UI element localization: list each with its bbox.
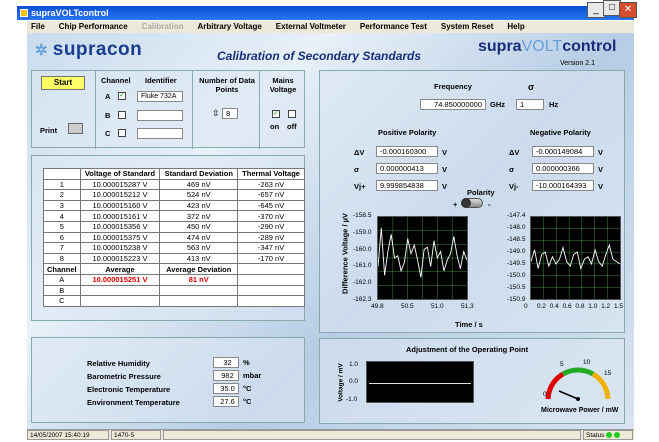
plot-y-label: Difference Voltage / µV — [340, 213, 350, 294]
operating-point-title: Adjustment of the Operating Point — [406, 345, 529, 354]
channel-b-label: B — [105, 111, 111, 120]
status-led-icon — [614, 432, 620, 438]
x-tick-label: 0.6 — [562, 303, 572, 310]
frequency-label: Frequency — [434, 82, 472, 91]
polarity-label: Polarity — [467, 188, 495, 197]
average-row: A 10.000015251 V 81 nV — [44, 274, 305, 285]
polarity-toggle[interactable] — [461, 198, 483, 208]
channel-label: Channel — [101, 76, 131, 85]
x-tick-label: 0.8 — [575, 303, 585, 310]
print-label[interactable]: Print — [40, 126, 58, 135]
channel-c-label: C — [105, 129, 111, 138]
mains-on-label: on — [270, 122, 280, 131]
table-header: Voltage of Standard — [80, 169, 160, 180]
page-heading: Calibration of Secondary Standards — [217, 49, 422, 63]
data-points-field[interactable]: 8 — [222, 108, 238, 119]
version-label: Version 2.1 — [560, 60, 596, 67]
electronic-temp-label: Electronic Temperature — [87, 385, 171, 394]
pos-dv-label: ΔV — [354, 148, 365, 157]
unit-label: V — [442, 165, 448, 174]
pos-dv-field: -0.000160300 — [376, 146, 438, 157]
menu-arbitrary-voltage[interactable]: Arbitrary Voltage — [197, 22, 262, 31]
polarity-minus-label: - — [488, 200, 491, 209]
y-tick-label: -160.0 — [353, 245, 372, 253]
frequency-sigma-label: σ — [528, 82, 535, 92]
unit-label: V — [442, 148, 448, 157]
menu-calibration[interactable]: Calibration — [141, 22, 184, 31]
operating-point-plot — [366, 361, 474, 403]
positive-polarity-label: Positive Polarity — [378, 128, 437, 137]
measurement-panel — [319, 70, 625, 333]
identifier-label: Identifier — [145, 76, 177, 85]
operating-point-panel — [319, 338, 625, 424]
pos-sigma-label: σ — [354, 165, 360, 174]
neg-sigma-field: 0.000000366 — [532, 163, 594, 174]
x-tick-label: 51.0 — [431, 303, 444, 310]
app-icon — [20, 9, 28, 17]
y-tick-label: -147.4 — [507, 212, 526, 219]
x-tick-label: 0 — [524, 303, 528, 310]
results-table — [43, 168, 305, 307]
op-y-tick: -1.0 — [346, 396, 358, 403]
electronic-temp-value: 35.0 — [213, 383, 239, 394]
neg-dv-label: ΔV — [509, 148, 520, 157]
frequency-field: 74.850000000 — [420, 99, 486, 110]
unit-label: V — [598, 148, 604, 157]
identifier-a-field[interactable]: Fluke 732A — [137, 91, 183, 102]
x-tick-label: 0.4 — [549, 303, 559, 310]
mains-off-checkbox[interactable] — [288, 110, 296, 118]
frequency-sigma-unit: Hz — [549, 100, 559, 109]
unit-label: V — [598, 182, 604, 191]
average-header-row: Channel Average Average Deviation — [44, 264, 305, 275]
negative-polarity-label: Negative Polarity — [530, 128, 591, 137]
negative-plot — [530, 216, 621, 300]
table-row: 7 10.000015238 V 563 nV -347 nV — [44, 243, 305, 254]
menu-file[interactable]: File — [31, 22, 45, 31]
status-indicator — [583, 430, 633, 440]
environment-temp-value: 27.6 — [213, 396, 239, 407]
positive-plot — [377, 216, 468, 300]
environment-panel — [31, 337, 305, 423]
window-titlebar — [17, 6, 634, 20]
average-row: B — [44, 285, 305, 296]
environment-temp-unit: °C — [243, 397, 252, 406]
status-datetime: 14/05/2007 15:40:19 — [27, 430, 109, 440]
status-led-icon — [606, 432, 612, 438]
logo-star-icon: ✲ — [35, 42, 53, 59]
results-panel — [31, 155, 305, 321]
x-tick-label: 50.5 — [401, 303, 414, 310]
microwave-power-gauge — [538, 357, 618, 403]
table-row: 5 10.000015356 V 450 nV -290 nV — [44, 221, 305, 232]
status-message — [163, 430, 581, 440]
status-bar — [27, 429, 634, 440]
table-header — [44, 169, 81, 180]
gauge-tick: 10 — [583, 359, 591, 366]
y-tick-label: -149.5 — [507, 260, 526, 267]
environment-temp-label: Environment Temperature — [87, 398, 180, 407]
gauge-tick: 5 — [560, 361, 564, 368]
table-header: Standard Deviation — [160, 169, 238, 180]
supracon-logo: ✲ supracon — [35, 39, 143, 60]
table-row: 4 10.000015161 V 372 nV -370 nV — [44, 211, 305, 222]
neg-dv-field: -0.000149084 — [532, 146, 594, 157]
menu-external-voltmeter[interactable]: External Voltmeter — [275, 22, 346, 31]
average-row: C — [44, 296, 305, 307]
status-count: 1470-5 — [111, 430, 161, 440]
unit-label: V — [442, 182, 448, 191]
menu-bar — [27, 21, 634, 33]
frequency-unit: GHz — [490, 100, 505, 109]
menu-chip-performance[interactable]: Chip Performance — [58, 22, 128, 31]
x-tick-label: 49.8 — [371, 303, 384, 310]
x-tick-label: 51.3 — [461, 303, 474, 310]
electronic-temp-unit: °C — [243, 384, 252, 393]
mains-voltage-label: Mains Voltage — [269, 76, 297, 94]
y-tick-label: -148.0 — [507, 224, 526, 231]
menu-system-reset[interactable]: System Reset — [440, 22, 494, 31]
x-tick-label: 0.2 — [536, 303, 546, 310]
pos-sigma-field: 0.000000413 — [376, 163, 438, 174]
channel-b-checkbox[interactable] — [118, 111, 126, 119]
window-buttons — [587, 0, 635, 18]
neg-sigma-label: σ — [509, 165, 515, 174]
status-label: Status — [586, 432, 605, 439]
op-y-label: Voltage / mV — [337, 363, 345, 402]
table-row: 3 10.000015160 V 423 nV -645 nV — [44, 200, 305, 211]
control-panel — [31, 70, 305, 148]
pos-vj-label: Vj+ — [354, 182, 366, 191]
op-y-tick: 0.0 — [349, 378, 359, 385]
y-tick-label: -148.5 — [507, 236, 526, 243]
plot-x-label: Time / s — [455, 320, 483, 329]
y-tick-label: -161.0 — [353, 262, 372, 270]
table-row: 8 10.000015223 V 413 nV -170 nV — [44, 253, 305, 264]
brand-name: supraVOLTcontrol — [478, 38, 617, 55]
y-tick-label: -159.0 — [353, 228, 372, 236]
table-row: 6 10.000015375 V 474 nV -289 nV — [44, 232, 305, 243]
op-y-tick: 1.0 — [349, 361, 359, 368]
gauge-tick: 0 — [543, 391, 547, 398]
printer-icon[interactable] — [68, 123, 83, 134]
neg-vj-field: -10.000164393 — [532, 180, 594, 191]
table-row: 2 10.000015212 V 524 nV -657 nV — [44, 190, 305, 201]
table-header: Thermal Voltage — [238, 169, 305, 180]
neg-vj-label: Vj- — [509, 182, 519, 191]
y-tick-label: -150.9 — [507, 296, 526, 303]
close-button[interactable]: ✕ — [619, 2, 637, 18]
humidity-value: 32 — [213, 357, 239, 368]
x-tick-label: 1.5 — [614, 303, 624, 310]
channel-a-label: A — [105, 92, 111, 101]
data-points-label: Number of Data Points — [199, 76, 255, 94]
y-tick-label: -149.0 — [507, 248, 526, 255]
gauge-tick: 15 — [604, 370, 612, 377]
gauge-label: Microwave Power / mW — [541, 407, 619, 414]
mains-on-checkbox[interactable]: ✓ — [273, 110, 279, 117]
x-tick-label: 1.2 — [601, 303, 611, 310]
start-button[interactable]: Start — [41, 76, 85, 90]
polarity-plus-label: + — [453, 200, 458, 209]
identifier-c-field[interactable] — [137, 128, 183, 139]
y-tick-label: -162.0 — [353, 279, 372, 287]
pressure-unit: mbar — [243, 371, 262, 380]
pos-vj-field: 9.999854838 — [376, 180, 438, 191]
menu-performance-test[interactable]: Performance Test — [359, 22, 427, 31]
channel-a-checkbox[interactable]: ✓ — [119, 92, 125, 99]
pressure-value: 982 — [213, 370, 239, 381]
y-tick-label: -162.3 — [353, 296, 372, 303]
humidity-label: Relative Humidity — [87, 359, 150, 368]
pressure-label: Barometric Pressure — [87, 372, 161, 381]
table-row: 1 10.000015287 V 469 nV -263 nV — [44, 179, 305, 190]
humidity-unit: % — [243, 358, 250, 367]
window-title: supraVOLTcontrol — [31, 8, 109, 18]
y-tick-label: -150.0 — [507, 272, 526, 279]
menu-help[interactable]: Help — [507, 22, 525, 31]
unit-label: V — [598, 165, 604, 174]
stepper-arrows-icon[interactable]: ⇳ — [212, 108, 220, 118]
x-tick-label: 1.0 — [588, 303, 598, 310]
mains-off-label: off — [287, 122, 297, 131]
identifier-b-field[interactable] — [137, 110, 183, 121]
y-tick-label: -150.5 — [507, 284, 526, 291]
frequency-sigma-field: 1 — [516, 99, 544, 110]
minimize-button[interactable]: _ — [587, 2, 605, 18]
maximize-button[interactable]: □ — [603, 0, 621, 16]
channel-c-checkbox[interactable] — [118, 129, 126, 137]
app-area — [27, 33, 634, 431]
series-line — [531, 245, 620, 268]
y-tick-label: -158.5 — [353, 212, 372, 219]
